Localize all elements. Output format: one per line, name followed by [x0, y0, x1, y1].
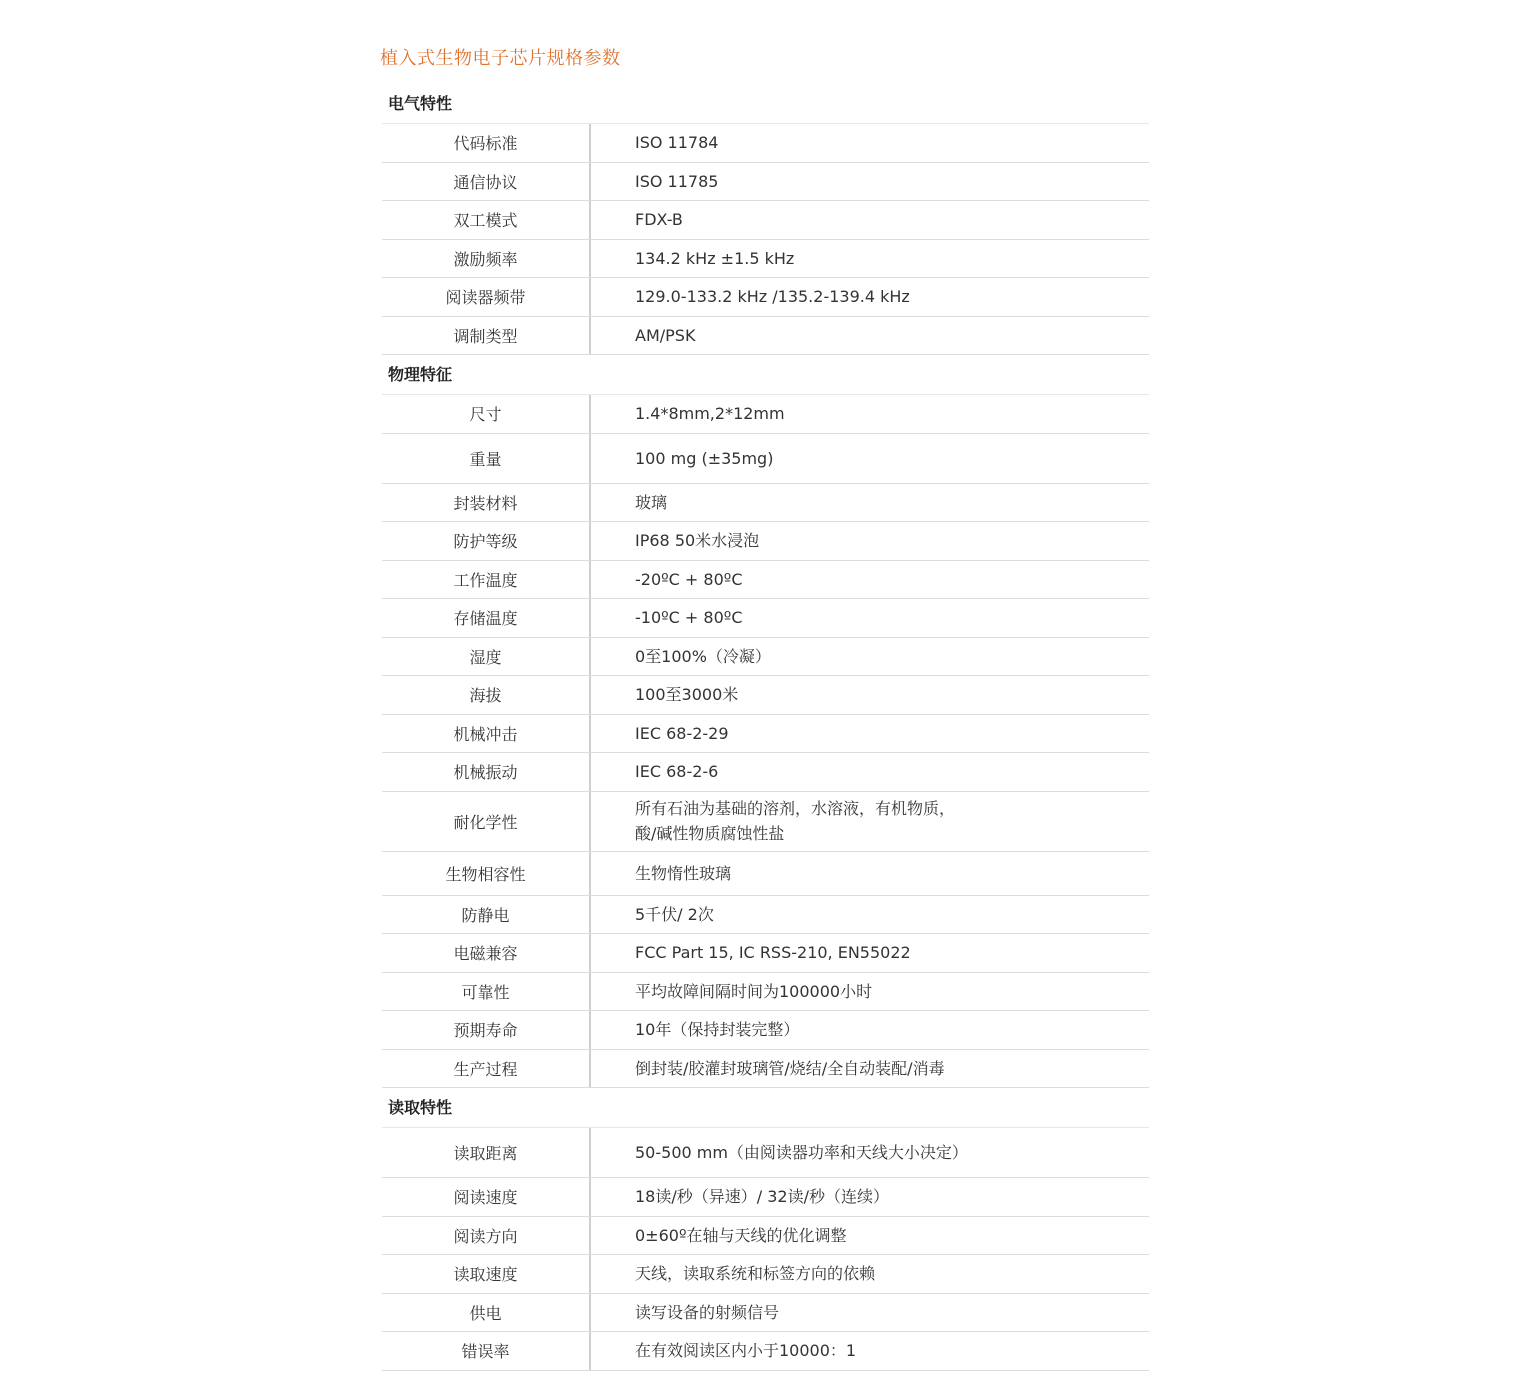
- row-value: 平均故障间隔时间为100000小时: [635, 981, 873, 1001]
- row-value: FCC Part 15, IC RSS-210, EN55022: [635, 943, 911, 963]
- table-row: [382, 638, 1149, 677]
- table-row: [382, 561, 1149, 600]
- row-value: 50-500 mm（由阅读器功率和天线大小决定）: [635, 1143, 968, 1162]
- row-label: 存储温度: [382, 599, 591, 637]
- row-value: 129.0-133.2 kHz /135.2-139.4 kHz: [635, 287, 910, 307]
- table-row: [382, 1217, 1149, 1256]
- row-value: IEC 68-2-6: [635, 762, 719, 782]
- row-value: -20ºC + 80ºC: [635, 569, 743, 589]
- row-label: 激励频率: [382, 240, 591, 278]
- row-label: 湿度: [382, 638, 591, 676]
- row-value: AM/PSK: [635, 325, 696, 345]
- row-label: 阅读方向: [382, 1217, 591, 1255]
- table-row: [382, 1332, 1149, 1371]
- row-value: 生物惰性玻璃: [635, 863, 732, 883]
- row-value: FDX-B: [635, 210, 683, 230]
- row-label: 机械振动: [382, 753, 591, 791]
- row-value: 玻璃: [635, 492, 668, 512]
- table-row: [382, 1011, 1149, 1050]
- table-row: [382, 896, 1149, 935]
- row-value: 18读/秒（异速）/ 32读/秒（连续）: [635, 1187, 889, 1207]
- table-row: [382, 124, 1149, 163]
- row-value: 倒封装/胶灌封玻璃管/烧结/全自动装配/消毒: [635, 1058, 945, 1078]
- table-row: [382, 753, 1149, 792]
- table-row: [382, 1294, 1149, 1333]
- row-label: 通信协议: [382, 163, 591, 201]
- row-label: 电磁兼容: [382, 934, 591, 972]
- table-row: [382, 522, 1149, 561]
- table-row: [382, 676, 1149, 715]
- table-row: [382, 715, 1149, 754]
- row-value: 100 mg (±35mg): [635, 448, 774, 468]
- table-row: [382, 1178, 1149, 1217]
- row-value: -10ºC + 80ºC: [635, 608, 743, 628]
- row-label: 代码标准: [382, 124, 591, 162]
- row-label: 生产过程: [382, 1050, 591, 1088]
- row-label: 重量: [382, 434, 591, 483]
- table-row: [382, 1128, 1149, 1178]
- page-title: 植入式生物电子芯片规格参数: [380, 48, 621, 69]
- table-row: [382, 792, 1149, 852]
- row-value: IEC 68-2-29: [635, 723, 729, 743]
- row-label: 防静电: [382, 896, 591, 934]
- row-value: 134.2 kHz ±1.5 kHz: [635, 248, 795, 268]
- table-row: [382, 163, 1149, 202]
- row-label: 预期寿命: [382, 1011, 591, 1049]
- spec-table: [382, 84, 1149, 1371]
- table-row: [382, 434, 1149, 484]
- row-label: 工作温度: [382, 561, 591, 599]
- row-value: 读写设备的射频信号: [635, 1302, 780, 1322]
- row-value: 0至100%（冷凝）: [635, 646, 771, 666]
- row-label: 双工模式: [382, 201, 591, 239]
- row-value: 5千伏/ 2次: [635, 904, 714, 924]
- section-heading-physical: 物理特征: [382, 355, 1149, 395]
- row-value: ISO 11784: [635, 133, 719, 153]
- row-value: 1.4*8mm,2*12mm: [635, 404, 785, 424]
- table-row: [382, 317, 1149, 356]
- row-label: 海拔: [382, 676, 591, 714]
- section-heading-electrical: 电气特性: [382, 84, 1149, 124]
- table-row: [382, 484, 1149, 523]
- row-label: 防护等级: [382, 522, 591, 560]
- row-value: IP68 50米水浸泡: [635, 531, 760, 551]
- table-row: [382, 934, 1149, 973]
- row-label: 尺寸: [382, 395, 591, 433]
- table-row: [382, 599, 1149, 638]
- table-row: [382, 278, 1149, 317]
- row-label: 机械冲击: [382, 715, 591, 753]
- table-row: [382, 1255, 1149, 1294]
- row-label: 耐化学性: [382, 792, 591, 851]
- row-value: 100至3000米: [635, 685, 739, 705]
- row-value: 在有效阅读区内小于10000：1: [635, 1341, 857, 1361]
- table-row: [382, 973, 1149, 1012]
- table-row: [382, 201, 1149, 240]
- row-value: 天线，读取系统和标签方向的依赖: [635, 1264, 876, 1284]
- row-value: 10年（保持封装完整）: [635, 1020, 800, 1040]
- table-row: [382, 395, 1149, 434]
- row-value: ISO 11785: [635, 171, 719, 191]
- row-label: 调制类型: [382, 317, 591, 355]
- row-label: 阅读速度: [382, 1178, 591, 1216]
- table-row: [382, 852, 1149, 896]
- row-label: 封装材料: [382, 484, 591, 522]
- row-value: 所有石油为基础的溶剂，水溶液，有机物质， 酸/碱性物质腐蚀性盐: [635, 799, 956, 843]
- row-label: 阅读器频带: [382, 278, 591, 316]
- row-value: 0±60º在轴与天线的优化调整: [635, 1225, 847, 1245]
- row-label: 供电: [382, 1294, 591, 1332]
- row-label: 读取距离: [382, 1128, 591, 1177]
- section-heading-reading: 读取特性: [382, 1088, 1149, 1128]
- row-label: 错误率: [382, 1332, 591, 1370]
- row-label: 可靠性: [382, 973, 591, 1011]
- row-label: 生物相容性: [382, 852, 591, 895]
- table-row: [382, 1050, 1149, 1089]
- table-row: [382, 240, 1149, 279]
- row-label: 读取速度: [382, 1255, 591, 1293]
